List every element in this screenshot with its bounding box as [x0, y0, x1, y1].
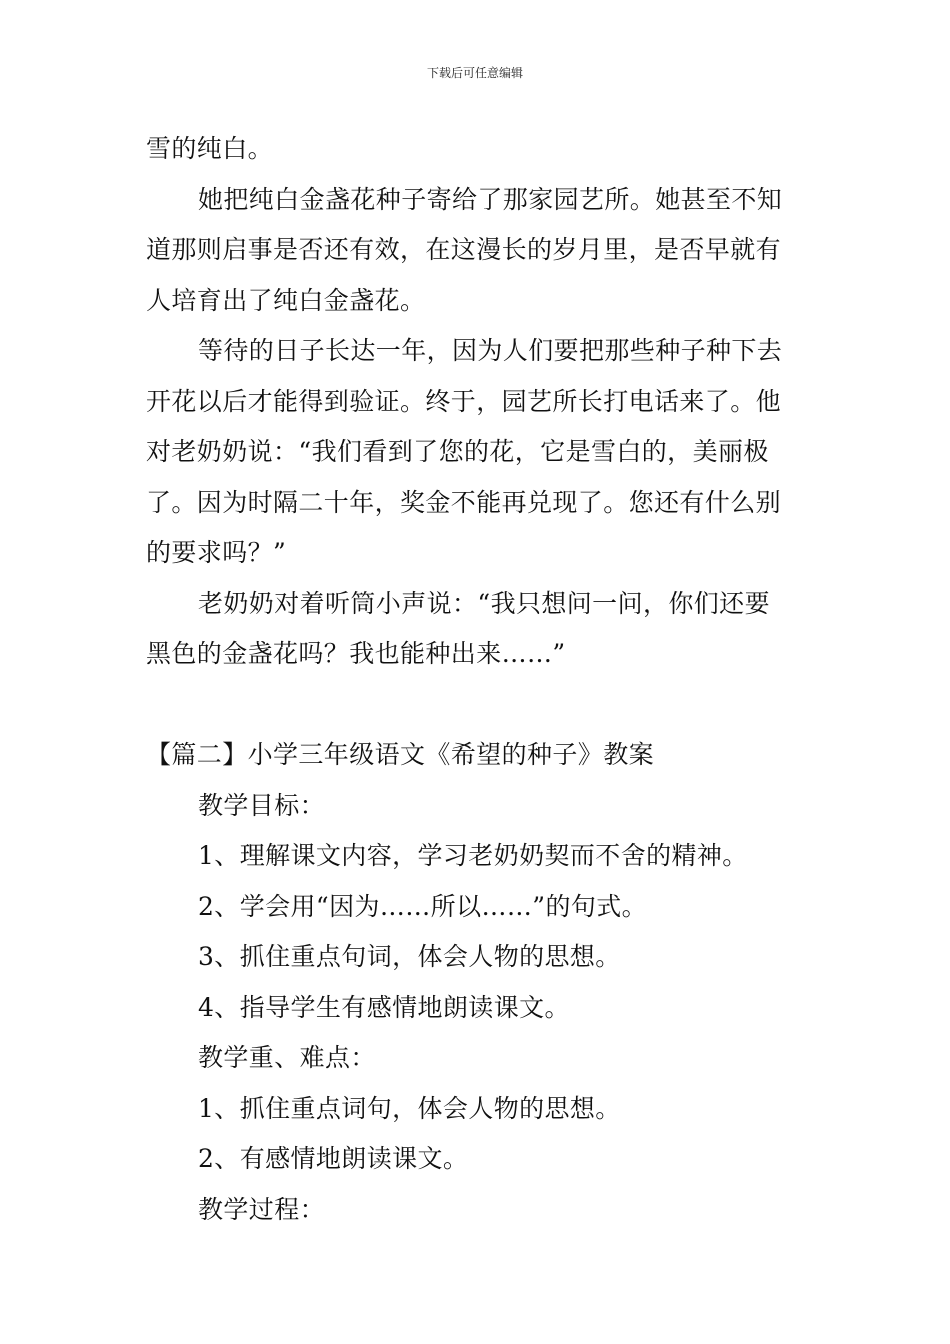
story-line: 对老奶奶说：“我们看到了您的花，它是雪白的，美丽极 — [146, 437, 769, 466]
goal-item: 4、指导学生有感情地朗读课文。 — [198, 992, 570, 1022]
document-body — [146, 124, 806, 1235]
section-spacer — [146, 680, 806, 731]
story-line: 她把纯白金盏花种子寄给了那家园艺所。她甚至不知 — [198, 184, 783, 214]
story-line: 开花以后才能得到验证。终于，园艺所长打电话来了。他 — [146, 386, 782, 416]
process-heading: 教学过程： — [198, 1194, 326, 1224]
page-header: 下载后可任意编辑 — [426, 66, 523, 80]
story-line: 了。因为时隔二十年，奖金不能再兑现了。您还有什么别 — [146, 487, 782, 517]
key-points-heading: 教学重、难点： — [198, 1043, 376, 1072]
story-line: 的要求吗？” — [146, 538, 287, 567]
goal-item: 2、学会用“因为……所以……”的句式。 — [198, 891, 648, 921]
story-line: 老奶奶对着听筒小声说：“我只想问一问，你们还要 — [198, 588, 770, 618]
key-point-item: 2、有感情地朗读课文。 — [198, 1144, 469, 1173]
section-title: 【篇二】小学三年级语文《希望的种子》教案 — [146, 740, 655, 769]
story-line: 黑色的金盏花吗？我也能种出来……” — [146, 639, 566, 668]
story-line: 雪的纯白。 — [146, 134, 274, 163]
story-line: 人培育出了纯白金盏花。 — [146, 285, 426, 315]
goal-item: 1、理解课文内容，学习老奶奶契而不舍的精神。 — [198, 841, 748, 870]
story-line: 道那则启事是否还有效，在这漫长的岁月里，是否早就有 — [146, 235, 782, 264]
goal-item: 3、抓住重点句词，体会人物的思想。 — [198, 942, 621, 971]
key-point-item: 1、抓住重点词句，体会人物的思想。 — [198, 1093, 621, 1123]
story-line: 等待的日子长达一年，因为人们要把那些种子种下去 — [198, 336, 783, 365]
goals-heading: 教学目标： — [198, 790, 326, 820]
